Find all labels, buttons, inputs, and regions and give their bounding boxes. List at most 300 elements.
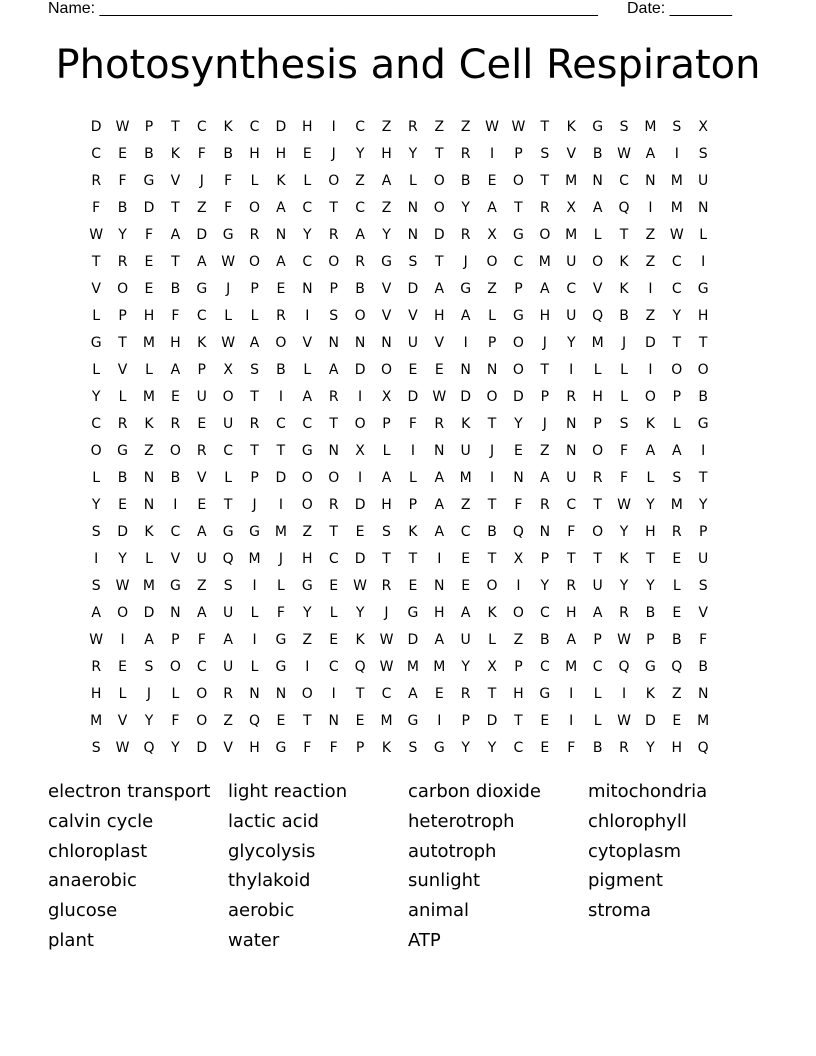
grid-letter: K [487, 604, 497, 621]
grid-letter: C [223, 442, 234, 459]
grid-letter: I [305, 307, 310, 324]
grid-row [83, 653, 716, 680]
grid-letter: M [248, 550, 261, 567]
grid-letter: G [697, 415, 709, 432]
grid-letter: C [328, 550, 339, 567]
word-bank-item: light reaction [228, 781, 348, 802]
grid-letter: A [276, 199, 286, 216]
grid-letter: Y [144, 712, 154, 729]
grid-letter: W [485, 118, 499, 135]
grid-letter: R [328, 226, 339, 243]
grid-letter: N [539, 523, 551, 540]
grid-letter: U [407, 334, 418, 351]
grid-letter: R [328, 388, 339, 405]
grid-letter: T [593, 550, 602, 567]
grid-letter: E [408, 361, 418, 378]
grid-letter: P [197, 361, 206, 378]
grid-letter: L [303, 361, 312, 378]
word-bank-item: anaerobic [48, 870, 137, 892]
grid-letter: N [565, 442, 577, 459]
grid-letter: H [90, 685, 102, 702]
grid-letter: A [540, 280, 550, 297]
grid-letter: Y [646, 577, 655, 594]
grid-letter: C [170, 523, 181, 540]
grid-letter: V [117, 361, 128, 378]
grid-letter: H [302, 118, 313, 135]
grid-letter: D [407, 280, 419, 297]
word-bank-item: calvin cycle [48, 810, 154, 832]
grid-letter: B [592, 739, 603, 756]
grid-row [83, 734, 716, 761]
grid-letter: Z [355, 172, 365, 189]
grid-letter: I [437, 712, 442, 729]
grid-letter: N [513, 469, 524, 486]
grid-letter: D [354, 550, 366, 567]
grid-letter: M [459, 469, 472, 486]
grid-letter: E [118, 145, 128, 162]
grid-letter: V [381, 280, 392, 297]
grid-letter: T [434, 145, 444, 162]
word-search-grid [83, 113, 716, 761]
grid-letter: K [144, 415, 154, 432]
word-bank-item: chlorophyll [588, 810, 687, 832]
grid-letter: L [224, 307, 233, 324]
grid-letter: H [170, 334, 181, 351]
grid-letter: O [486, 253, 498, 270]
grid-letter: O [196, 685, 208, 702]
grid-letter: W [617, 145, 631, 162]
grid-letter: G [513, 307, 524, 324]
grid-letter: U [196, 550, 207, 567]
grid-letter: R [381, 577, 392, 594]
grid-letter: S [698, 577, 708, 594]
grid-letter: T [91, 253, 101, 270]
grid-letter: O [301, 685, 313, 702]
grid-letter: V [170, 172, 181, 189]
grid-letter: Q [697, 739, 709, 756]
grid-letter: L [250, 658, 259, 675]
word-bank-item: stroma [588, 900, 652, 922]
grid-letter: M [697, 712, 710, 729]
grid-letter: N [565, 415, 577, 432]
grid-row [83, 572, 716, 599]
grid-letter: Z [144, 442, 154, 459]
grid-letter: G [513, 226, 524, 243]
grid-letter: M [380, 712, 393, 729]
grid-letter: W [617, 631, 631, 648]
word-bank-item: cytoplasm [588, 840, 681, 862]
grid-row [83, 356, 716, 383]
grid-letter: D [433, 226, 445, 243]
grid-letter: K [566, 118, 576, 135]
grid-letter: Z [645, 307, 656, 324]
grid-letter: M [670, 496, 683, 513]
grid-letter: C [276, 415, 286, 432]
grid-letter: B [487, 523, 497, 540]
grid-letter: N [275, 685, 287, 702]
grid-letter: Z [487, 280, 497, 297]
grid-letter: P [250, 280, 259, 297]
grid-letter: N [434, 577, 445, 594]
word-bank-item: electron transport [48, 781, 211, 802]
grid-letter: F [408, 415, 417, 432]
grid-letter: P [250, 469, 259, 486]
grid-letter: C [619, 172, 629, 189]
grid-row [83, 518, 716, 545]
grid-letter: C [302, 253, 313, 270]
grid-letter: I [648, 280, 653, 297]
grid-letter: N [697, 199, 709, 216]
grid-letter: Y [303, 226, 312, 243]
grid-letter: Y [698, 496, 708, 513]
grid-letter: R [566, 388, 577, 405]
grid-letter: F [303, 739, 312, 756]
grid-row [83, 680, 716, 707]
grid-letter: H [565, 604, 577, 621]
grid-letter: G [275, 739, 287, 756]
grid-letter: I [358, 388, 363, 405]
word-bank-item: animal [408, 900, 470, 922]
grid-letter: A [196, 604, 207, 621]
grid-letter: B [592, 145, 603, 162]
grid-letter: H [302, 550, 313, 567]
grid-letter: D [407, 631, 419, 648]
grid-letter: E [408, 577, 418, 594]
grid-letter: J [542, 415, 547, 432]
grid-letter: I [331, 685, 336, 702]
grid-row [83, 329, 716, 356]
grid-letter: N [275, 226, 287, 243]
grid-letter: O [328, 172, 340, 189]
grid-letter: C [196, 658, 207, 675]
grid-letter: H [381, 496, 392, 513]
grid-letter: T [382, 550, 391, 567]
grid-letter: N [143, 496, 155, 513]
grid-letter: S [329, 307, 339, 324]
name-field-label: Name: ________________________________________________________ [48, 0, 598, 17]
grid-letter: T [223, 496, 233, 513]
grid-letter: F [144, 226, 153, 243]
grid-letter: E [434, 685, 444, 702]
grid-letter: F [567, 739, 576, 756]
grid-letter: C [592, 658, 603, 675]
grid-letter: O [169, 442, 181, 459]
grid-letter: D [486, 712, 498, 729]
grid-letter: O [486, 577, 498, 594]
grid-letter: N [645, 172, 656, 189]
grid-letter: D [354, 361, 366, 378]
grid-letter: P [646, 631, 655, 648]
grid-letter: P [540, 550, 550, 567]
grid-letter: O [249, 199, 261, 216]
grid-letter: O [644, 388, 656, 405]
grid-letter: S [250, 361, 259, 378]
grid-letter: R [460, 145, 471, 162]
grid-letter: A [196, 253, 207, 270]
grid-letter: R [619, 739, 629, 756]
grid-letter: T [329, 523, 338, 540]
grid-letter: Y [646, 739, 655, 756]
grid-letter: T [646, 550, 655, 567]
grid-letter: I [278, 496, 283, 513]
grid-letter: K [355, 631, 365, 648]
grid-letter: T [619, 226, 629, 243]
grid-letter: T [118, 334, 127, 351]
grid-letter: I [648, 361, 653, 378]
grid-letter: F [224, 172, 233, 189]
grid-letter: M [565, 172, 578, 189]
grid-letter: B [540, 631, 550, 648]
grid-letter: X [223, 361, 233, 378]
grid-letter: G [169, 577, 181, 594]
grid-letter: G [275, 658, 287, 675]
grid-letter: J [226, 280, 231, 297]
grid-letter: R [592, 469, 603, 486]
grid-letter: L [329, 604, 338, 621]
grid-letter: P [593, 415, 602, 432]
grid-letter: L [92, 361, 101, 378]
grid-letter: L [145, 550, 153, 567]
grid-letter: O [512, 172, 524, 189]
grid-row [83, 464, 716, 491]
grid-letter: A [223, 631, 233, 648]
grid-letter: D [513, 388, 524, 405]
grid-letter: N [592, 172, 603, 189]
grid-letter: E [461, 577, 471, 594]
grid-letter: N [302, 280, 313, 297]
grid-letter: E [329, 577, 339, 594]
grid-letter: S [223, 577, 233, 594]
grid-letter: A [460, 604, 471, 621]
grid-letter: X [355, 442, 365, 459]
grid-letter: D [407, 388, 419, 405]
grid-letter: L [488, 307, 496, 324]
grid-letter: D [117, 523, 128, 540]
grid-letter: E [144, 280, 154, 297]
grid-letter: W [617, 496, 631, 513]
grid-letter: I [331, 118, 336, 135]
grid-letter: P [593, 631, 602, 648]
grid-letter: W [89, 226, 104, 243]
grid-letter: J [489, 442, 495, 459]
grid-letter: Y [91, 388, 101, 405]
grid-letter: U [460, 631, 471, 648]
grid-letter: T [434, 253, 444, 270]
grid-letter: U [566, 469, 577, 486]
grid-letter: G [644, 658, 656, 675]
grid-letter: Z [196, 199, 207, 216]
grid-letter: O [380, 361, 392, 378]
grid-letter: O [222, 388, 234, 405]
grid-letter: E [276, 280, 286, 297]
grid-letter: D [143, 199, 155, 216]
grid-letter: M [565, 658, 578, 675]
grid-letter: J [199, 172, 204, 189]
word-bank-item: sunlight [408, 870, 481, 892]
grid-letter: A [460, 307, 471, 324]
word-bank-item: thylakoid [228, 870, 311, 892]
grid-letter: Q [222, 550, 234, 567]
grid-letter: Y [487, 739, 497, 756]
grid-letter: A [328, 361, 339, 378]
grid-letter: P [514, 280, 523, 297]
grid-letter: E [329, 631, 339, 648]
grid-letter: T [698, 469, 708, 486]
grid-letter: O [196, 712, 208, 729]
grid-letter: W [115, 739, 130, 756]
grid-letter: U [592, 577, 603, 594]
grid-letter: K [619, 253, 629, 270]
grid-letter: U [566, 253, 577, 270]
grid-letter: A [381, 172, 392, 189]
grid-letter: N [143, 469, 155, 486]
grid-letter: F [619, 442, 629, 459]
grid-letter: Q [592, 307, 604, 324]
grid-letter: S [91, 523, 101, 540]
grid-row [83, 545, 716, 572]
grid-row [83, 221, 716, 248]
grid-letter: R [249, 226, 260, 243]
grid-letter: I [305, 658, 310, 675]
grid-letter: X [487, 226, 497, 243]
grid-letter: M [406, 658, 419, 675]
grid-letter: I [120, 631, 125, 648]
grid-letter: B [170, 280, 181, 297]
grid-letter: Y [514, 415, 523, 432]
grid-letter: E [672, 550, 682, 567]
grid-letter: S [540, 145, 550, 162]
grid-letter: G [301, 442, 313, 459]
grid-letter: M [644, 118, 657, 135]
grid-letter: L [277, 577, 285, 594]
grid-letter: Y [461, 658, 470, 675]
grid-letter: F [197, 145, 206, 162]
grid-letter: I [410, 442, 415, 459]
grid-letter: N [328, 712, 339, 729]
grid-letter: G [222, 226, 234, 243]
grid-letter: I [674, 145, 679, 162]
grid-letter: H [592, 388, 603, 405]
grid-letter: T [540, 361, 550, 378]
grid-letter: V [117, 712, 128, 729]
grid-letter: Y [540, 577, 550, 594]
grid-letter: G [275, 631, 287, 648]
grid-letter: O [328, 469, 340, 486]
grid-letter: H [434, 604, 445, 621]
grid-letter: P [408, 496, 418, 513]
grid-letter: P [698, 523, 708, 540]
grid-letter: A [144, 631, 154, 648]
grid-letter: G [460, 280, 472, 297]
grid-row [83, 248, 716, 275]
grid-row [83, 140, 716, 167]
grid-letter: F [171, 712, 180, 729]
grid-letter: I [252, 631, 257, 648]
grid-letter: E [197, 496, 207, 513]
grid-letter: N [460, 361, 471, 378]
grid-letter: N [249, 685, 260, 702]
grid-letter: O [90, 442, 102, 459]
grid-letter: N [697, 685, 709, 702]
grid-letter: H [434, 307, 445, 324]
grid-letter: O [486, 388, 498, 405]
grid-letter: R [91, 658, 102, 675]
grid-letter: W [89, 631, 104, 648]
grid-letter: I [437, 550, 442, 567]
grid-row [83, 410, 716, 437]
grid-letter: C [539, 604, 550, 621]
grid-letter: B [671, 631, 682, 648]
grid-letter: I [463, 334, 468, 351]
grid-letter: Y [566, 334, 576, 351]
grid-row [83, 599, 716, 626]
grid-letter: E [118, 658, 128, 675]
word-bank-item: autotroph [408, 840, 497, 862]
grid-letter: U [698, 172, 709, 189]
word-bank-item: lactic acid [228, 810, 319, 832]
grid-letter: D [90, 118, 102, 135]
grid-row [83, 275, 716, 302]
grid-letter: D [354, 496, 366, 513]
grid-letter: A [355, 226, 365, 243]
grid-letter: T [303, 712, 312, 729]
grid-letter: Q [512, 523, 524, 540]
grid-letter: L [646, 469, 655, 486]
grid-letter: V [381, 307, 392, 324]
grid-letter: I [569, 712, 574, 729]
grid-letter: O [592, 523, 604, 540]
grid-letter: G [301, 577, 313, 594]
grid-letter: C [513, 253, 524, 270]
grid-letter: J [542, 334, 547, 351]
grid-letter: V [302, 334, 313, 351]
grid-letter: G [196, 280, 208, 297]
grid-letter: O [512, 361, 524, 378]
grid-letter: V [196, 469, 207, 486]
grid-letter: N [486, 361, 498, 378]
grid-letter: X [513, 550, 524, 567]
grid-row [83, 167, 716, 194]
grid-letter: D [460, 388, 472, 405]
grid-letter: B [460, 172, 471, 189]
grid-letter: C [355, 118, 365, 135]
grid-letter: Y [619, 577, 629, 594]
grid-letter: G [407, 712, 419, 729]
grid-letter: R [249, 415, 260, 432]
grid-letter: H [249, 739, 260, 756]
grid-letter: H [697, 307, 709, 324]
grid-letter: I [489, 469, 495, 486]
grid-letter: L [250, 172, 259, 189]
grid-letter: N [434, 442, 445, 459]
grid-letter: N [354, 334, 366, 351]
grid-letter: E [672, 712, 682, 729]
grid-letter: F [514, 496, 523, 513]
grid-letter: C [328, 658, 339, 675]
grid-letter: K [461, 415, 471, 432]
grid-letter: O [697, 361, 709, 378]
grid-letter: W [511, 118, 526, 135]
grid-letter: L [620, 388, 628, 405]
grid-letter: H [143, 307, 155, 324]
grid-letter: J [331, 145, 336, 162]
grid-letter: S [698, 145, 708, 162]
grid-letter: E [434, 361, 444, 378]
grid-row [83, 437, 716, 464]
grid-letter: O [433, 172, 445, 189]
grid-letter: A [672, 442, 682, 459]
word-bank-item: aerobic [228, 900, 295, 922]
